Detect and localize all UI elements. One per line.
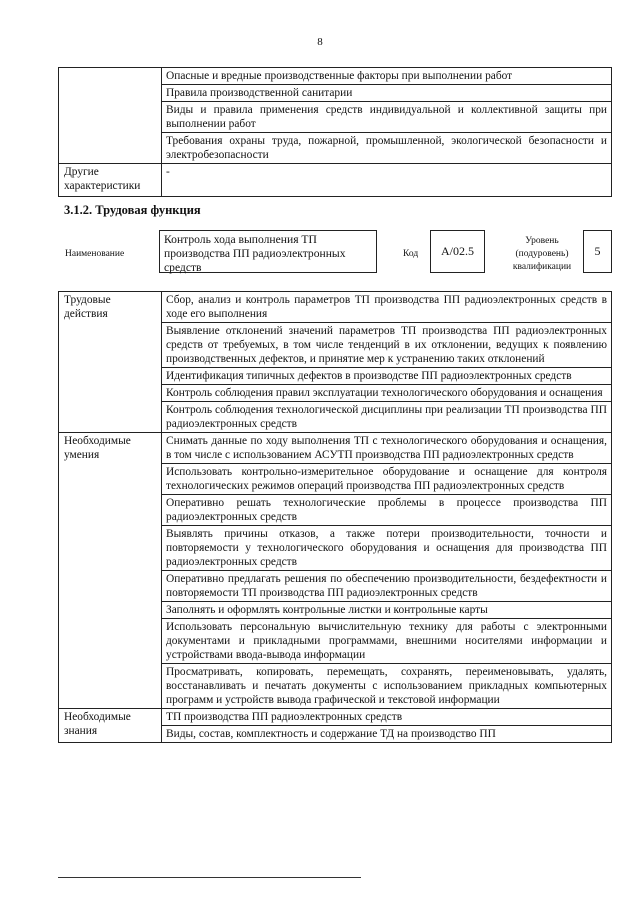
skill-item: Снимать данные по ходу выполнения ТП с технологического оборудования и оснащения, в том числе с использованием АСУТП производства ПП радиоэлектронных средств [162, 433, 612, 464]
skill-item: Оперативно предлагать решения по обеспечению производительности, бездефектности и повторяемости ТП производства ПП радиоэлектронных средств [162, 571, 612, 602]
knowledge-item: Правила производственной санитарии [162, 85, 612, 102]
table-row [59, 709, 612, 726]
top-characteristics-table [58, 67, 612, 197]
labor-actions-label: Трудовые действия [59, 292, 162, 433]
knowledge-label: Необходимые знания [59, 709, 162, 743]
labor-function-table [58, 291, 612, 743]
continuation-label-cell [59, 68, 162, 164]
labor-action-item: Контроль соблюдения правил эксплуатации технологического оборудования и оснащения [162, 385, 612, 402]
qualification-level-value: 5 [583, 230, 612, 273]
skill-item: Заполнять и оформлять контрольные листки и контрольные карты [162, 602, 612, 619]
skill-item: Использовать персональную вычислительную технику для работы с электронными документами и прикладными программами, внешними носителями информации и устройствами ввода-вывода информации [162, 619, 612, 664]
skills-label: Необходимые умения [59, 433, 162, 709]
table-row [59, 292, 612, 323]
footer-divider [58, 877, 361, 878]
knowledge-item: Виды, состав, комплектность и содержание ТД на производство ПП [162, 726, 612, 743]
labor-function-header [58, 228, 618, 280]
skill-item: Просматривать, копировать, перемещать, сохранять, переименовывать, удалять, восстанавливать и печатать документы с использованием прикладных компьютерных программ и устройств вывода графической и текстовой информации [162, 664, 612, 709]
table-row [59, 68, 612, 85]
name-label: Наименование [65, 249, 125, 259]
table-row [59, 433, 612, 464]
function-code-value: А/02.5 [430, 230, 485, 273]
labor-action-item: Контроль соблюдения технологической дисциплины при реализации ТП производства ПП радиоэлектронных средств [162, 402, 612, 433]
labor-action-item: Идентификация типичных дефектов в производстве ПП радиоэлектронных средств [162, 368, 612, 385]
labor-action-item: Сбор, анализ и контроль параметров ТП производства ПП радиоэлектронных средств в ходе его выполнения [162, 292, 612, 323]
table-row [59, 164, 612, 197]
qualification-level-label: Уровень (подуровень) квалификации [512, 236, 572, 272]
knowledge-item: Виды и правила применения средств индивидуальной и коллективной защиты при выполнении работ [162, 102, 612, 133]
other-characteristics-value: - [162, 164, 612, 197]
section-heading: 3.1.2. Трудовая функция [64, 203, 201, 217]
knowledge-item: ТП производства ПП радиоэлектронных средств [162, 709, 612, 726]
skill-item: Выявлять причины отказов, а также потери производительности, точности и повторяемости у технологического оборудования и оснащения для производства ПП радиоэлектронных средств [162, 526, 612, 571]
other-characteristics-label: Другие характеристики [59, 164, 162, 197]
code-label: Код [403, 249, 419, 259]
function-name-value: Контроль хода выполнения ТП производства ПП радиоэлектронных средств [159, 230, 377, 273]
skill-item: Использовать контрольно-измерительное оборудование и оснащение для контроля технологических режимов операций производства ПП радиоэлектронных средств [162, 464, 612, 495]
knowledge-item: Требования охраны труда, пожарной, промышленной, экологической безопасности и электробезопасности [162, 133, 612, 164]
knowledge-item: Опасные и вредные производственные факторы при выполнении работ [162, 68, 612, 85]
skill-item: Оперативно решать технологические проблемы в процессе производства ПП радиоэлектронных средств [162, 495, 612, 526]
page-number: 8 [317, 36, 323, 48]
labor-action-item: Выявление отклонений значений параметров ТП производства ПП радиоэлектронных средств от требуемых, в том числе тенденций в их отклонении, ведущих к появлению производственных дефектов, и принятие мер к устранению таких отклонений [162, 323, 612, 368]
